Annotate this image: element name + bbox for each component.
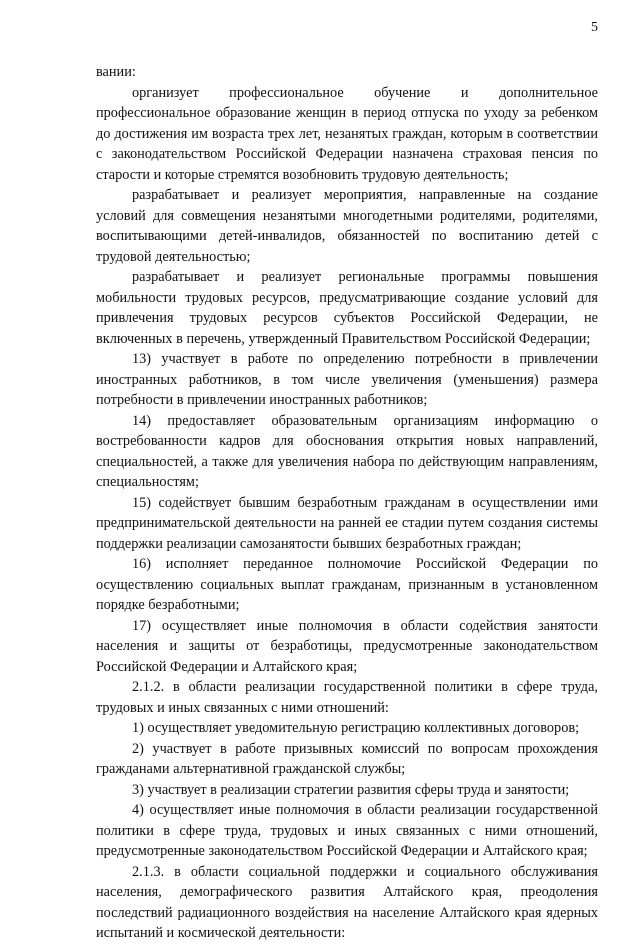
paragraph: 14) предоставляет образовательным организациям информацию о востребованности кадров для обоснования открытия новых направлений, специальностей, а также для увеличения набора по действующим направлениям, специальностям; [96,412,598,490]
paragraph: 17) осуществляет иные полномочия в области содействия занятости населения и защиты от безработицы, предусмотренные законодательством Российской Федерации и Алтайского края; [96,617,598,675]
paragraph: 3) участвует в реализации стратегии развития сферы труда и занятости; [132,781,570,798]
paragraph: 4) осуществляет иные полномочия в области реализации государственной политики в сфере труда, трудовых и иных связанных с ними отношений, предусмотренные законодательством Российской Федерации и Алтайского края; [96,802,598,859]
paragraph: вании: [96,64,136,80]
paragraph: 2) участвует в работе призывных комиссий по вопросам прохождения гражданами альтернативной гражданской службы; [96,740,598,777]
paragraph: 13) участвует в работе по определению потребности в привлечении иностранных работников, в том числе увеличения (уменьшения) размера потребности в привлечении иностранных работников; [96,351,598,408]
paragraph: 15) содействует бывшим безработным гражданам в осуществлении ими предпринимательской деятельности на ранней ее стадии путем создания системы поддержки реализации самозанятости бывших безработных граждан; [96,494,598,552]
paragraph: 16) исполняет переданное полномочие Российской Федерации по осуществлению социальных выплат гражданам, признанным в установленном порядке безработными; [96,556,598,613]
paragraph: 2.1.2. в области реализации государственной политики в сфере труда, трудовых и иных связанных с ними отношений: [96,679,598,716]
paragraph: разрабатывает и реализует региональные программы повышения мобильности трудовых ресурсов, предусматривающие создание условий для привлечения трудовых ресурсов субъектов Российской Федерации, не включенных в перечень, утвержденный Правительством Российской Федерации; [96,269,598,347]
paragraph: разрабатывает и реализует мероприятия, направленные на создание условий для совмещения незанятыми многодетными родителями, родителями, воспитывающими детей-инвалидов, обязанностей по воспитанию детей с трудовой деятельностью; [96,187,598,265]
paragraph: организует профессиональное обучение и дополнительное профессиональное образование женщин в период отпуска по уходу за ребенком до достижения им возраста трех лет, незанятых граждан, которым в соответствии с законодательством Российской Федерации назначена страховая пенсия по старости и которые стремятся возобновить трудовую деятельность; [96,84,598,183]
paragraph: 1) осуществляет уведомительную регистрацию коллективных договоров; [132,720,580,736]
body-text [96,62,598,944]
paragraph: 2.1.3. в области социальной поддержки и социального обслуживания населения, демографического развития Алтайского края, преодоления последствий радиационного воздействия на население Алтайского края ядерных испытаний и космической деятельности: [96,863,598,941]
page-number: 5 [591,20,598,35]
